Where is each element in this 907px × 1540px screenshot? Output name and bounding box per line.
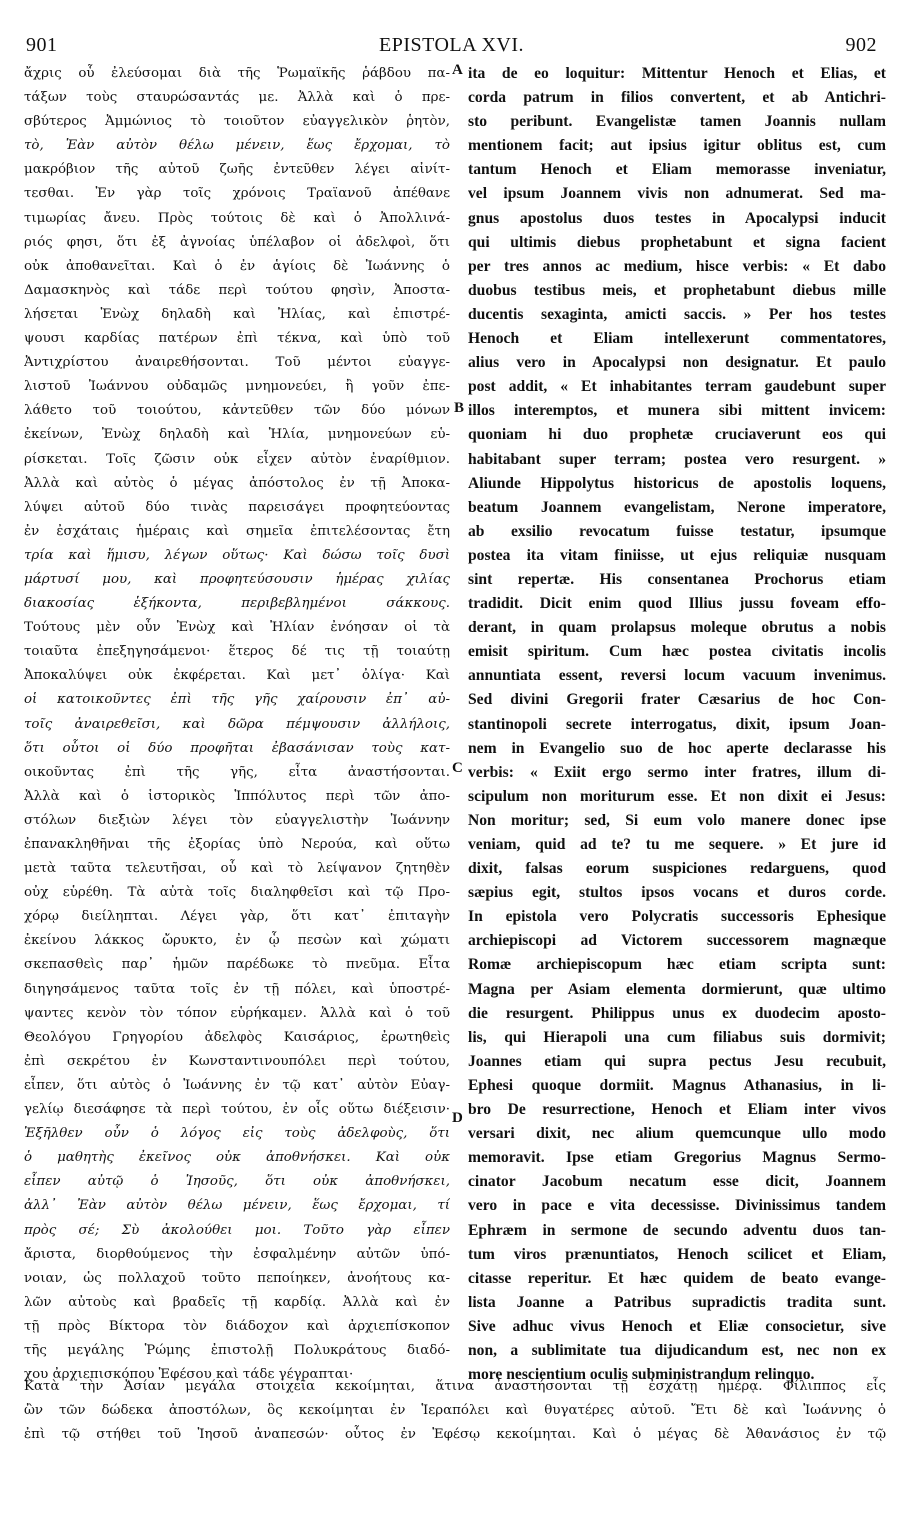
text-line: Θεολόγου Γρηγορίου ἀδελφὸς Καισάριος, ἐρωτηθεὶς [24,1029,450,1045]
text-line: σβύτερος Ἀμμώνιος τὸ τοιοῦτον εὐαγγελικὸν ῥητὸν, [24,114,450,130]
text-line: νοιαν, ὡς πολλαχοῦ τοῦτο πεποίηκεν, ἀνοήτους κα- [24,1270,450,1286]
text-line: die resurgent. Philippus unus ex duodecim aposto- [468,1004,886,1022]
text-line: σκεπασθεὶς παρ᾽ ἡμῶν παρέδωκε τὸ πνεῦμα. Εἶτα [24,957,450,973]
text-line: Κατὰ τὴν Ἀσίαν μεγάλα στοιχεῖα κεκοίμηται, ἅτινα ἀναστήσονται τῇ ἐσχάτῃ ἡμέρᾳ. Φίλιππος εἷς [24,1379,886,1394]
running-title: EPISTOLA XVI. [378,34,525,56]
text-line: χόρῳ διείληπται. Λέγει γὰρ, ὅτι κατ᾽ ἐπιταγὴν [24,909,450,925]
text-line: ἄχρις οὗ ἐλεύσομαι διὰ τῆς Ῥωμαϊκῆς ῥάβδου πα- [24,66,450,81]
text-line: τοῖς ἀναιρεθεῖσι, καὶ δῶρα πέμψουσιν ἀλλήλοις, [24,716,450,732]
text-line: Henoch et Eliam intellexerunt commentatores, [468,330,886,348]
text-line: Non moritur; sed, Si eum volo manere donec ipse [468,811,886,829]
text-line: memoravit. Ipse etiam Gregorius Magnus Sermo- [468,1149,886,1167]
text-line: ita de eo loquitur: Mittentur Henoch et Elias, et [468,65,886,82]
text-line: Ἀλλὰ καὶ ὁ ἱστορικὸς Ἱππόλυτος περὶ τῶν ἀπο- [24,788,450,804]
text-line: ab exsilio revocatum fuisse testatur, ipsumque [468,522,886,540]
text-line: annuntiata essent, reversi locum vacuum invenimus. [468,667,886,685]
text-line: μετὰ ταῦτα τελευτῆσαι, οὗ καὶ τὸ λείψανον ζητηθὲν [24,861,450,877]
text-line: λήσεται Ἐνὼχ δηλαδὴ καὶ Ἠλίας, καὶ ἐπιστρέ- [24,306,450,322]
text-line: veniam, quid ad te? tu me sequere. » Et jure id [468,836,886,853]
text-line: scipulum non moriturum esse. Et non dixit ei Jesus: [468,787,886,805]
text-line: lista Joanne a Patribus supradictis tradita sunt. [468,1293,886,1311]
margin-marker-b: B [454,400,465,416]
text-line: λάθετο τοῦ τοιούτου, κἀντεῦθεν τῶν δύο μόνων [24,403,450,419]
text-line: gnus apostolus duos testes in Apocalypsi inducit [468,209,886,227]
text-line: οὐκ ἀποθανεῖται. Καὶ ὁ ἐν ἁγίοις δὲ Ἰωάννης ὁ [24,258,450,274]
page-header [26,34,877,60]
greek-column [24,62,450,1387]
text-line: dixit, falsas eorum suspiciones redarguens, quod [468,860,886,878]
text-line: sint repertæ. His consentanea Prochorus etiam [468,570,886,588]
text-line: οἱ κατοικοῦντες ἐπὶ τῆς γῆς χαίρουσιν ἐπ᾽ αὐ- [24,692,450,708]
text-line: ἐν ἐσχάταις ἡμέραις καὶ σημεῖα ἐπιτελέσοντας ἔτη [24,523,450,539]
text-line: cinator Jacobum necatum esse dicit, Joannem [468,1173,886,1191]
text-line: ψαντες κενὸν τὸν τόπον εὑρήκαμεν. Ἀλλὰ καὶ ὁ τοῦ [24,1005,450,1021]
text-line: οικοῦντας ἐπὶ τῆς γῆς, εἶτα ἀναστήσονται. [24,764,450,780]
text-line: sto peribunt. Evangelistæ tamen Joannis nullam [468,113,886,131]
text-line: Ἀντιχρίστου ἀναιρεθήσονται. Τοῦ μέντοι εὐαγγε- [24,355,450,371]
text-line: λιστοῦ Ἰωάννου οὐδαμῶς μνημονεύει, ἢ γοῦν ἐπε- [24,379,450,395]
text-line: τάξων τοὺς σταυρώσαντάς με. Ἀλλὰ καὶ ὁ πρε- [24,90,450,106]
margin-marker-c: C [452,760,463,776]
text-line: citasse reperitur. Et hæc quidem de beato evange- [468,1269,886,1287]
text-line: tradidit. Dicit enim quod Illius jussu foveam effo- [468,595,886,613]
text-line: τῆς μεγάλης Ῥώμης ἐπιστολῇ Πολυκράτους διαδό- [24,1342,450,1358]
text-line: duobus testibus meis, et prophetabunt diebus mille [468,281,886,299]
text-line: tantum Henoch et Eliam memorasse inveniatur, [468,161,886,179]
page-number-left: 901 [26,34,58,56]
text-line: Aliunde Hippolytus historicus de apostolis loquens, [468,474,886,492]
text-line: illos interemptos, et munera sibi mittent invicem: [468,402,886,420]
text-line: λῶν αὐτοὺς καὶ βραδεῖς τῇ καρδίᾳ. Ἀλλὰ καὶ ἐν [24,1294,450,1310]
text-line: stantinopoli secrete interrogatus, dixit, ipsum Joan- [468,715,886,733]
text-line: habitabant super terram; postea vero resurgent. » [468,450,886,468]
latin-column [468,62,886,1387]
text-line: more nescientium oculis subministrandum relinquo. [468,1366,815,1384]
text-line: ἐπὶ τῷ στήθει τοῦ Ἰησοῦ ἀναπεσών· οὗτος ἐν Ἐφέσῳ κεκοίμηται. Καὶ ὁ μέγας δὲ Ἀθανάσιος ἐν τῷ [24,1427,886,1443]
text-line: τιμωρίας ἄνευ. Πρὸς τούτοις δὲ καὶ ὁ Ἀπολλινά- [24,210,450,226]
text-line: quoniam hi duo prophetæ cruciaverunt eos qui [468,426,886,444]
text-line: Ἐξῆλθεν οὖν ὁ λόγος εἰς τοὺς ἀδελφοὺς, ὅτι [24,1126,450,1142]
text-line: διηγησάμενος ταῦτα τοῖς ἐν τῇ πόλει, καὶ ὑποστρέ- [24,981,450,997]
text-line: lis, qui Hierapoli una cum filiabus suis dormivit; [468,1028,886,1046]
text-line: sæpius egit, stultos ipsos vocans et duros corde. [468,884,886,902]
text-line: beatum Joannem evangelistam, Nerone imperatore, [468,498,886,516]
text-line: nem in Evangelio suo de hoc aperte declarasse his [468,739,886,757]
text-line: qui ultimis diebus prophetabunt et signa facient [468,233,886,251]
text-line: ριός φησι, ὅτι ἐξ ἀγνοίας ὑπέλαβον οἱ ἀδελφοὶ, ὅτι [24,234,450,250]
text-line: ψουσι καρδίας πατέρων ἐπὶ τέκνα, καὶ ὑπὸ τοῦ [24,331,450,347]
text-line: Ἀποκαλύψει οὐκ ἐκφέρεται. Καὶ μετ᾽ ὀλίγα· Καὶ [24,668,450,684]
text-line: corda patrum in filios convertent, et ab Antichri- [468,89,886,107]
text-line: per tres annos ac medium, hisce verbis: « Et dabo [468,257,886,275]
text-line: alius vero in Apocalypsi non designatur. Et paulo [468,354,886,372]
text-line: τεσθαι. Ἐν γὰρ τοῖς χρόνοις Τραϊανοῦ ἀπέθανε [24,186,450,202]
text-line: τρία καὶ ἥμισυ, λέγων οὕτως· Καὶ δώσω τοῖς δυσὶ [24,547,450,563]
text-line: In epistola vero Polycratis successoris Ephesique [468,908,886,926]
text-line: μακρόβιον τῆς αὐτοῦ ζωῆς ἐντεῦθεν λέγει αἰνίτ- [24,162,450,178]
text-line: ἐκείνου λάκκος ὤρυκτο, ἐν ᾧ πεσὼν καὶ χώματι [24,933,450,949]
text-line: ἄριστα, διορθούμενος τὴν ἐσφαλμένην αὐτῶν ὑπό- [24,1246,450,1262]
text-line: μάρτυσί μου, καὶ προφητεύσουσιν ἡμέρας χιλίας [24,571,450,587]
text-line: bro De resurrectione, Henoch et Eliam inter vivos [468,1101,886,1119]
text-line: post addit, « Et inhabitantes terram gaudebunt super [468,378,886,396]
text-line: χου ἀρχιεπισκόπου Ἐφέσου καὶ τάδε γέγραπται· [24,1367,354,1383]
text-line: Ἀλλὰ καὶ αὐτὸς ὁ μέγας ἀπόστολος ἐν τῇ Ἀποκα- [24,475,450,491]
text-line: ducentis sexaginta, amicti saccis. » Per hos testes [468,305,886,323]
text-line: τῇ πρὸς Βίκτορα τὸν διάδοχον καὶ ἀρχιεπίσκοπον [24,1318,450,1334]
text-line: derant, in quam prolapsus moleque obrutus a nobis [468,619,886,637]
text-line: εἶπεν, ὅτι αὐτὸς ὁ Ἰωάννης ἐν τῷ κατ᾽ αὐτὸν Εὐαγ- [24,1077,450,1093]
text-line: λύψει αὐτοῦ δύο τινὰς παρεισάγει προφητεύοντας [24,499,450,515]
text-line: Τούτους μὲν οὖν Ἐνὼχ καὶ Ἠλίαν ἐνόησαν οἱ τὰ [24,620,450,636]
text-line: Romæ archiepiscopum hæc etiam scripta sunt: [468,956,886,974]
text-line: τὸ, Ἐὰν αὐτὸν θέλω μένειν, ἕως ἔρχομαι, τὸ [24,138,450,154]
text-line: οὐχ εὑρέθη. Τὰ αὐτὰ τοῖς διαληφθεῖσι καὶ τῷ Προ- [24,885,450,901]
greek-continuation [24,1375,886,1447]
text-line: vel ipsum Joannem vivis non adnumerat. Sed ma- [468,185,886,203]
text-line: vero in pace e vita decessisse. Divinissimus tandem [468,1197,886,1215]
text-line: ἐπὶ σεκρέτου ἐν Κωνσταντινουπόλει περὶ τούτου, [24,1053,450,1069]
text-line: Magna per Asiam elementa dormierunt, quæ ultimo [468,980,886,998]
text-line: Ephesi quoque dormiit. Magnus Athanasius, in li- [468,1076,886,1094]
text-line: ρίσκεται. Τοῖς ζῶσιν οὐκ εἶχεν αὐτὸν ἐναρίθμιον. [24,451,450,467]
text-line: γελίῳ διεσάφησε τὰ περὶ τούτου, ἐν οἷς οὕτω διέξεισιν· [24,1102,450,1118]
text-line: versari dixit, nec alium quemcunque ullo modo [468,1125,886,1143]
text-line: emisit spiritum. Cum hæc postea civitatis incolis [468,643,886,661]
text-line: Sive adhuc vivus Henoch et Eliæ consocietur, sive [468,1317,886,1335]
text-line: ὅτι οὗτοι οἱ δύο προφῆται ἐβασάνισαν τοὺς κατ- [24,740,450,756]
text-line: διακοσίας ἑξήκοντα, περιβεβλημένοι σάκκους. [24,596,450,612]
margin-marker-d: D [452,1110,463,1126]
text-line: Joannes etiam qui supra pectus Jesu recubuit, [468,1052,886,1070]
text-line: non, a sublimitate tua dijudicandum est, nec non ex [468,1341,886,1359]
text-line: στόλων διεξιὼν λέγει τὸν εὐαγγελιστὴν Ἰωάννην [24,812,450,828]
text-line: πρὸς σέ; Σὺ ἀκολούθει μοι. Τοῦτο γὰρ εἶπεν [24,1222,450,1238]
text-line: Δαμασκηνὸς καὶ τάδε περὶ τούτου φησὶν, Ἀποστα- [24,282,450,298]
text-line: Sed divini Gregorii frater Cæsarius de hoc Con- [468,691,886,709]
text-line: ὁ μαθητὴς ἐκεῖνος οὐκ ἀποθνήσκει. Καὶ οὐκ [24,1150,450,1166]
text-line: ἐπανακληθῆναι τῆς ἐξορίας ὑπὸ Νερούα, καὶ οὕτω [24,837,450,852]
text-line: τοιαῦτα ἐπεξηγησάμενοι· ἕτερος δέ τις τῇ τοιαύτῃ [24,644,450,660]
page-number-right: 902 [845,34,877,56]
text-line: ἐκείνων, Ἐνὼχ δηλαδὴ καὶ Ἠλία, μνημονεύων εὑ- [24,427,450,443]
text-line: verbis: « Exiit ergo sermo inter fratres, illum di- [468,763,886,781]
text-line: postea ita vitam finiisse, ut ejus reliquiæ nusquam [468,546,886,564]
text-line: tum viros prænuntiatos, Henoch scilicet et Eliam, [468,1245,886,1263]
text-line: mentionem facit; aut ipsius igitur oblitus est, cum [468,137,886,155]
text-line: Ephræm in sermone de secundo adventu duos tan- [468,1221,886,1239]
text-line: ὢν τῶν δώδεκα ἀποστόλων, ὃς κεκοίμηται ἐν Ἱεραπόλει καὶ θυγατέρες αὐτοῦ. Ἔτι δὲ καὶ Ἰωάννης ὁ [24,1403,886,1419]
text-line: ἀλλ᾽ Ἐὰν αὐτὸν θέλω μένειν, ἕως ἔρχομαι, τί [24,1198,450,1214]
margin-marker-a: A [452,62,463,78]
text-line: εἶπεν αὐτῷ ὁ Ἰησοῦς, ὅτι οὐκ ἀποθνήσκει, [24,1174,450,1190]
text-line: archiepiscopi ad Victorem successorem magnæque [468,932,886,950]
